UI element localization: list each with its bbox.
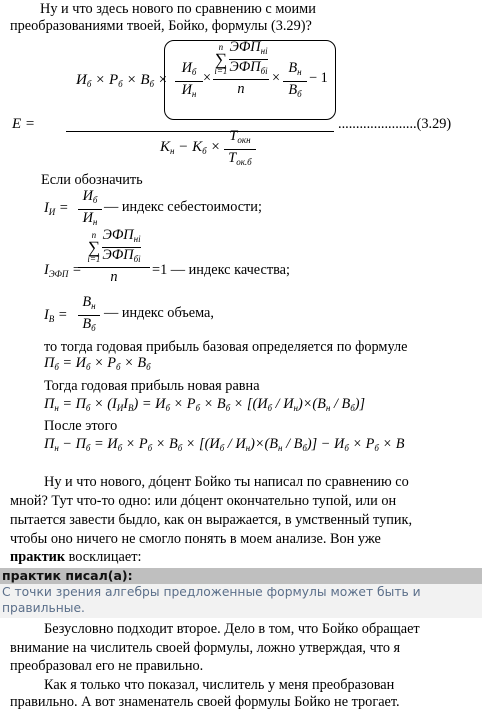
quote-line-2: правильные. (2, 601, 85, 615)
sum-bottom-limit: i=1 (214, 66, 228, 76)
index-quality-label: =1 — индекс качества; (152, 262, 290, 278)
profit-base-formula: $П_б = И_б \times P_б \times B_б$ (44, 355, 151, 372)
volume-fraction: $B_н$ $B_б$ (78, 294, 100, 337)
quality-fraction: n ∑ i=1 $ЭФП_{нi}$ $ЭФП_{бi}$ n (78, 228, 150, 286)
sigma-icon: ∑ (214, 50, 227, 69)
para2-line-2: внимание на числитель своей формулы, ложно утверждая, что я (10, 640, 401, 656)
efp-new: ЭФП (229, 39, 261, 55)
quote-line-1: С точки зрения алгебры предложенные формулы может быть и (2, 585, 421, 599)
after-text: После этого (44, 418, 118, 434)
profit-new-formula: $П_н = П_б \times (I_ИI_B) = И_б \times P_б \times B_б \times [(И_б / И_н)\times(B_н / B_б)]$ (44, 396, 366, 413)
ratio-volume: $B_н$ $B_б$ (283, 60, 307, 103)
index-cost-label: — индекс себестоимости; (104, 199, 262, 215)
para1-line-5 (10, 549, 141, 566)
numerator-product: $И_б \times P_б \times B_б$ × (76, 72, 168, 89)
sum-quality-fraction: n ∑ i=1 $ЭФП_{нi}$ $ЭФП_{бi}$ n (214, 39, 268, 97)
para2-line-1: Безусловно подходит второе. Дело в том, что Бойко обращает (44, 621, 420, 637)
profit-base-text: то тогда годовая прибыль базовая определяется по формуле (44, 339, 408, 355)
ratio-cost: $И_б$ $И_н$ (175, 60, 203, 103)
para1-line-3: пытается завести быдло, как он выражается, в умственный тупик, (10, 512, 413, 528)
profit-diff-formula: $П_н - П_б = И_б \times P_б \times B_б \times [(И_б / И_н)\times(B_н / B_б)] - И_б \times P_б \times B$ (44, 436, 405, 453)
quote-header: практик писал(а): (0, 568, 482, 584)
formula-number: ......................(3.29) (338, 116, 452, 132)
intro-line-2: преобразованиями твоей, Бойко, формулы (3.29)? (10, 18, 312, 34)
sigma-icon-2: ∑ (87, 238, 100, 257)
t-ratio: $T_{окн}$ $T_{ок.б}$ (224, 128, 256, 171)
intro-line-1: Ну и что здесь нового по сравнению с моими (40, 1, 316, 17)
cost-fraction: $И_б$ $И_н$ (78, 188, 102, 231)
times-sign-2: × (272, 70, 281, 86)
para1-line-5-rest: восклицает: (65, 549, 142, 565)
profit-new-text: Тогда годовая прибыль новая равна (44, 378, 260, 394)
sum-denominator-n: n (237, 81, 245, 97)
para1-line-4: чтобы оно ничего не смогло понять в моем анализе. Вон уже (10, 531, 381, 547)
para1-line-2: мной? Тут что-то одно: или дóцент окончательно тупой, или он (10, 493, 397, 509)
denominator: $K_н - K_б$ × (160, 139, 221, 156)
def-index-quality: $I_{ЭФП}$ = (44, 262, 82, 279)
username-practitioner: практик (10, 549, 66, 565)
def-index-volume: $I_B$ = (44, 307, 68, 324)
quote-body (0, 584, 482, 618)
para3-line-1: Как я только что показал, числитель у меня преобразован (44, 677, 395, 693)
para1-line-1: Ну и что нового, дóцент Бойко ты написал по сравнению со (44, 474, 409, 490)
para2-line-3: преобразовал его не правильно. (10, 658, 204, 674)
sum-top-limit: n (218, 42, 224, 52)
definitions-intro: Если обозначить (41, 172, 143, 188)
efp-base: ЭФП (229, 59, 261, 75)
main-fraction-bar (66, 131, 334, 132)
times-sign: × (203, 70, 212, 86)
para3-line-2: правильно. А вот знаменатель своей формулы Бойко не трогает. (10, 694, 400, 710)
formula-lhs: E = (12, 116, 36, 132)
index-volume-label: — индекс объема, (104, 305, 214, 321)
minus-one: − 1 (309, 70, 328, 86)
def-index-cost: $I_И$ = (44, 200, 69, 217)
